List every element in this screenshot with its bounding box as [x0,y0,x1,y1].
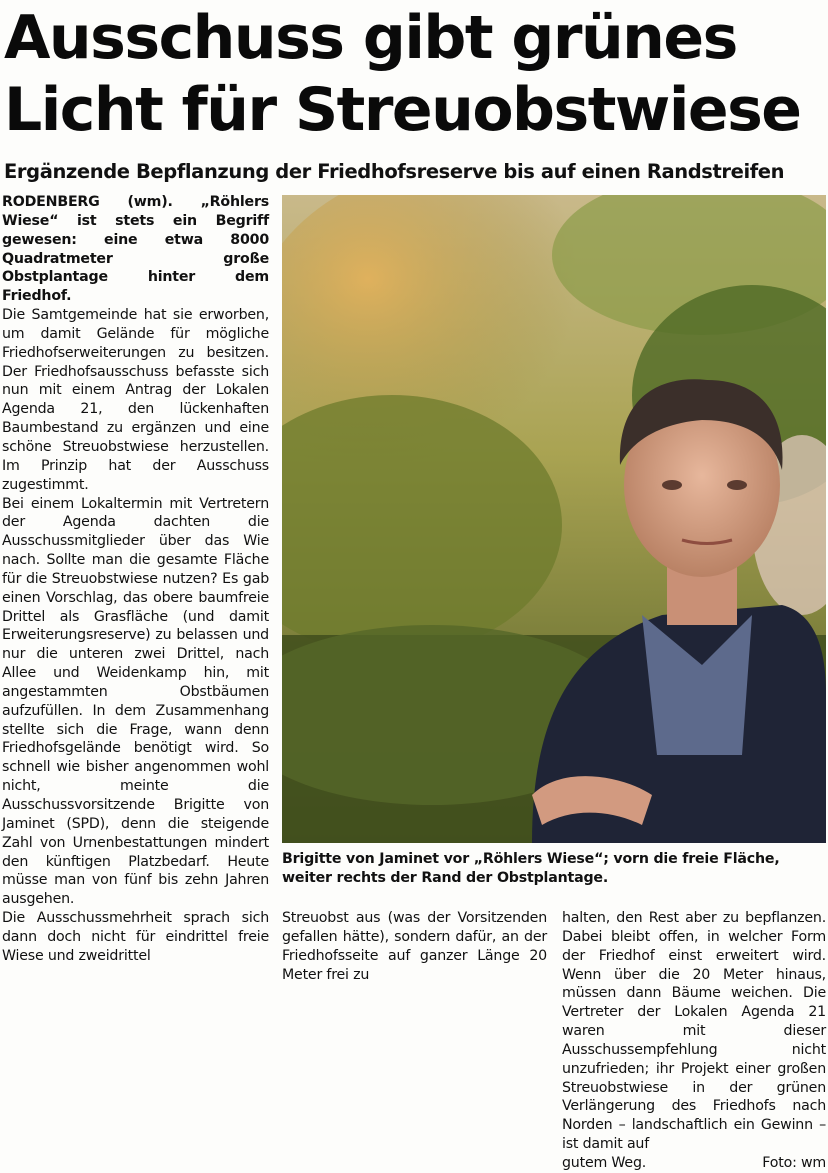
photo-credit: Foto: wm [762,1154,826,1171]
photo-caption: Brigitte von Jaminet vor „Röhlers Wiese“; vorn die freie Fläche, weiter rechts der Rand der Obstplantage. [282,851,780,886]
article-photo [282,195,826,843]
article-column-1 [2,193,269,966]
body-paragraph-3-part-1: Die Ausschussmehrheit sprach sich dann doch nicht für eindrittel freie Wiese und zweidrittel [2,910,269,964]
lead-text: „Röhlers Wiese“ ist stets ein Begriff gewesen: eine etwa 8000 Quadratmeter große Obstplantage hinter dem Friedhof. [2,194,269,305]
headline: Ausschuss gibt grünes Licht für Streuobstwiese [4,3,801,145]
dateline: RODENBERG (wm). [2,194,173,210]
body-paragraph-2: Bei einem Lokaltermin mit Vertretern der Agenda dachten die Ausschussmitglieder über das Wie nach. Sollte man die gesamte Fläche für die Streuobstwiese nutzen? Es gab einen Vorschlag, das obere baumfreie Drittel als Grasfläche (und damit Erweiterungsreserve) zu belassen und nur die unteren zwei Drittel, nach Allee und Weidenkamp hin, mit angestammten Obstbäumen aufzufüllen. In dem Zusammenhang stellte sich die Frage, wann denn Friedhofsgelände benötigt wird. So schnell wie bisher angenommen wohl nicht, meinte die Ausschussvorsitzende Brigitte von Jaminet (SPD), denn die steigende Zahl von Urnenbestattungen mindert den künftigen Platzbedarf. Heute müsse man von fünf bis zehn Jahren ausgehen. [2,495,269,908]
article-column-3 [562,909,826,1173]
subheadline: Ergänzende Bepflanzung der Friedhofsreserve bis auf einen Randstreifen [4,160,785,183]
lead-paragraph [2,193,269,306]
photo-woman-in-front-of-meadow [282,195,826,843]
body-paragraph-3-part-3: halten, den Rest aber zu bepflanzen. Dabei bleibt offen, in welcher Form der Friedhof einst erweitert wird. Wenn über die 20 Meter hinaus, müssen dann Bäume weichen. Die Vertreter der Lokalen Agenda 21 waren mit dieser Ausschussempfehlung nicht unzufrieden; ihr Projekt einer großen Streuobstwiese in der grünen Verlängerung des Friedhofs nach Norden – landschaftlich ein Gewinn – ist damit auf [562,910,826,1153]
closing-line [562,1154,826,1173]
closing-words: gutem Weg. [562,1154,647,1171]
body-paragraph-3-part-2: Streuobst aus (was der Vorsitzenden gefallen hätte), sondern dafür, an der Friedhofsseite auf ganzer Länge 20 Meter frei zu [282,910,547,983]
article-column-2 [282,909,547,984]
body-paragraph-1: Die Samtgemeinde hat sie erworben, um damit Gelände für mögliche Friedhofserweiterungen zu besitzen. Der Friedhofsausschuss befasste sich nun mit einem Antrag der Lokalen Agenda 21, den lückenhaften Baumbestand zu ergänzen und eine schöne Streuobstwiese herzustellen. Im Prinzip hat der Ausschuss zugestimmt. [2,307,269,493]
